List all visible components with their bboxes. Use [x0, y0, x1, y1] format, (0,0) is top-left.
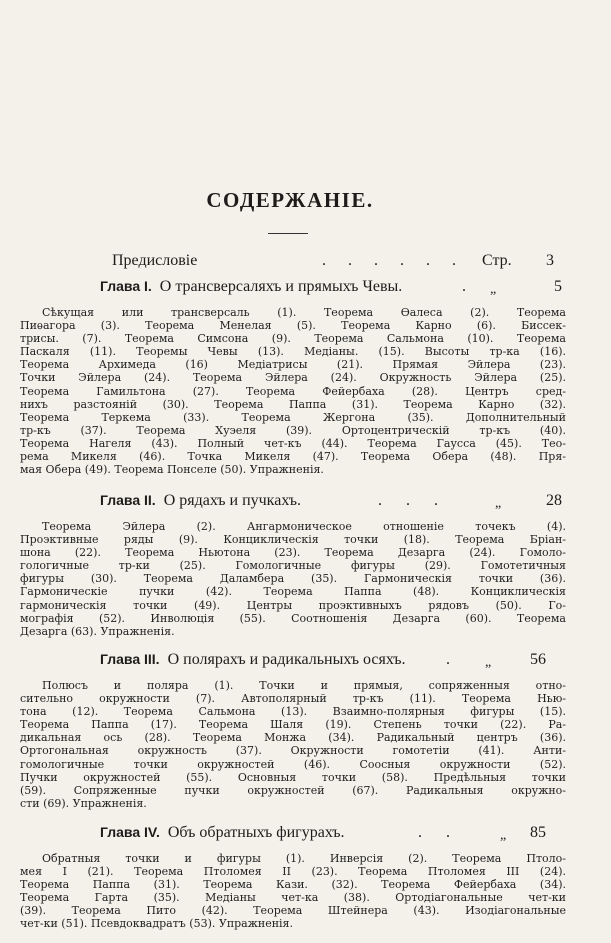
- chapter-1-line: Точки Эйлера (24). Теорема Эйлера (24). Окружность Эйлера (25).: [20, 371, 566, 385]
- chapter-1-line: Теорема Нагеля (43). Полный чет-къ (44). Теорема Гаусса (45). Тео-: [20, 436, 566, 450]
- chapter-1-heading: [100, 278, 402, 296]
- page-column-label: Стр.: [482, 252, 512, 269]
- chapter-2-line: Проэктивные ряды (9). Конциклическія точки (18). Теорема Бріан-: [20, 533, 566, 547]
- chapter-3-line: сти (69). Упражненія.: [20, 796, 147, 810]
- chapter-2-contents: [20, 520, 566, 638]
- page-title: СОДЕРЖАНІЕ.: [206, 188, 374, 212]
- chapter-3-line: сительно окружности (7). Автополярный тр-къ (11). Теорема Нью-: [20, 692, 566, 706]
- chapter-4-line: (39). Теорема Пито (42). Теорема Штейнера (43). Изодіагональные: [20, 904, 566, 918]
- chapter-4-heading: [100, 824, 344, 842]
- chapter-3-entry[interactable]: [100, 651, 562, 673]
- chapter-2-line: мографія (52). Инволюція (55). Соотношенія Дезарга (60). Теорема: [20, 611, 566, 625]
- chapter-4-contents: [20, 852, 566, 931]
- chapter-2-line: Дезарга (63). Упражненія.: [20, 624, 175, 638]
- chapter-3-line: тона (12). Теорема Сальмона (13). Взаимно-полярныя фигуры (15).: [20, 705, 566, 719]
- chapter-3-line: гомологичные точки окружностей (46). Соосныя окружности (52).: [20, 757, 566, 771]
- chapter-1-line: Теорема Архимеда (16) Медіатрисы (21). Прямая Эйлера (23).: [20, 358, 566, 372]
- chapter-3-line: дикальная ось (28). Теорема Монжа (34). Радикальный центръ (36).: [20, 731, 566, 745]
- chapter-3-contents: [20, 679, 566, 810]
- chapter-2-title: О рядахъ и пучкахъ.: [163, 492, 301, 509]
- chapter-4-label: Глава IV.: [100, 824, 160, 840]
- chapter-2-heading: [100, 492, 301, 510]
- chapter-4-line: мея I (21). Теорема Птоломея II (23). Теорема Птоломея III (24).: [20, 865, 566, 879]
- chapter-1-line: рема Микеля (46). Точка Микеля (47). Теорема Обера (48). Пря-: [20, 450, 566, 464]
- chapter-1-line: Паскаля (11). Теоремы Чевы (13). Медіаны. (15). Высоты тр-ка (16).: [20, 345, 566, 359]
- chapter-3-ditto: „: [485, 655, 492, 670]
- chapter-4-line: Теорема Гарта (35). Медіаны чет-ка (38). Ортодіагональные чет-ки: [20, 891, 566, 905]
- chapter-1-line: Теорема Теркема (33). Теорема Жергона (35). Дополнительный: [20, 410, 566, 424]
- chapter-1-ditto: „: [490, 282, 497, 297]
- chapter-2-label: Глава II.: [100, 492, 156, 508]
- chapter-1-line: мая Обера (49). Теорема Понселе (50). Упражненія.: [20, 463, 324, 477]
- preface-entry[interactable]: [112, 252, 562, 274]
- chapter-4-line: Обратныя точки и фигуры (1). Инверсія (2). Теорема Птоло-: [42, 852, 566, 865]
- chapter-3-line: Теорема Паппа (17). Теорема Шаля (19). Степень точки (22). Ра-: [20, 718, 566, 732]
- chapter-2-ditto: „: [495, 496, 502, 511]
- chapter-2-entry[interactable]: [100, 492, 562, 514]
- chapter-2-line: шона (22). Теорема Ньютона (23). Теорема Дезарга (24). Гомоло-: [20, 546, 566, 560]
- chapter-2-line: Теорема Эйлера (2). Ангармоническое отношеніе точекъ (4).: [42, 520, 566, 533]
- chapter-1-contents: [20, 306, 566, 476]
- chapter-1-line: нихъ разстояній (30). Теорема Паппа (31). Теорема Карно (32).: [20, 397, 566, 411]
- chapter-1-line: Теорема Гамильтона (27). Теорема Фейербаха (28). Центръ сред-: [20, 384, 566, 398]
- chapter-1-title: О трансверсаляхъ и прямыхъ Чевы.: [159, 278, 403, 295]
- chapter-1-line: трисы. (7). Теорема Симсона (9). Теорема Сальмона (10). Теорема: [20, 332, 566, 346]
- chapter-3-leader-dots: .: [446, 651, 460, 668]
- chapter-4-title: Объ обратныхъ фигурахъ.: [167, 824, 345, 841]
- chapter-2-leader-dots: . . .: [378, 492, 448, 509]
- chapter-2-line: гологичные тр-ки (25). Гомологичные фигуры (29). Гомотетичныя: [20, 559, 566, 573]
- chapter-4-line: чет-ки (51). Псевдоквадратъ (53). Упражненія.: [20, 917, 293, 931]
- chapter-4-entry[interactable]: [100, 824, 562, 846]
- chapter-3-heading: [100, 651, 406, 669]
- chapter-4-line: Теорема Паппа (31). Теорема Кази. (32). Теорема Фейербаха (34).: [20, 878, 566, 892]
- preface-label: Предисловіе: [112, 252, 198, 269]
- chapter-1-line: Сѣкущая или трансверсаль (1). Теорема Ѳалеса (2). Теорема: [42, 306, 566, 319]
- chapter-2-line: фигуры (30). Теорема Даламбера (35). Гармоническія точки (36).: [20, 572, 566, 586]
- chapter-2-line: гармоническія точки (49). Центры проэктивныхъ рядовъ (50). Го-: [20, 598, 566, 612]
- chapter-1-page-number: 5: [554, 278, 562, 295]
- preface-leader-dots: . . . . . .: [322, 252, 465, 269]
- chapter-3-page-number: 56: [530, 651, 546, 668]
- chapter-4-page-number: 85: [530, 824, 546, 841]
- chapter-1-leader-dots: .: [462, 278, 476, 295]
- chapter-2-line: Гармоническіе пучки (42). Теорема Паппа (48). Конциклическія: [20, 585, 566, 599]
- chapter-1-line: Пиѳагора (3). Теорема Менелая (5). Теорема Карно (6). Биссек-: [20, 319, 566, 333]
- chapter-4-ditto: „: [500, 828, 507, 843]
- chapter-1-entry[interactable]: [100, 278, 562, 300]
- title-divider: [268, 233, 308, 234]
- chapter-3-line: (59). Сопряженные пучки окружностей (67). Радикальныя окружно-: [20, 783, 566, 797]
- chapter-3-title: О полярахъ и радикальныхъ осяхъ.: [167, 651, 406, 668]
- preface-page-number: 3: [546, 252, 554, 269]
- chapter-1-label: Глава I.: [100, 278, 152, 294]
- chapter-3-line: Ортогональная окружность (37). Окружности гомотетіи (41). Анти-: [20, 744, 566, 758]
- chapter-3-label: Глава III.: [100, 651, 160, 667]
- chapter-4-leader-dots: . .: [418, 824, 460, 841]
- chapter-3-line: Полюсъ и поляра (1). Точки и прямыя, сопряженныя отно-: [42, 679, 566, 692]
- chapter-1-line: тр-къ (37). Теорема Хуэеля (39). Ортоцентрическій тр-къ (40).: [20, 423, 566, 437]
- chapter-2-page-number: 28: [546, 492, 562, 509]
- chapter-3-line: Пучки окружностей (55). Основныя точки (58). Предѣльныя точки: [20, 770, 566, 784]
